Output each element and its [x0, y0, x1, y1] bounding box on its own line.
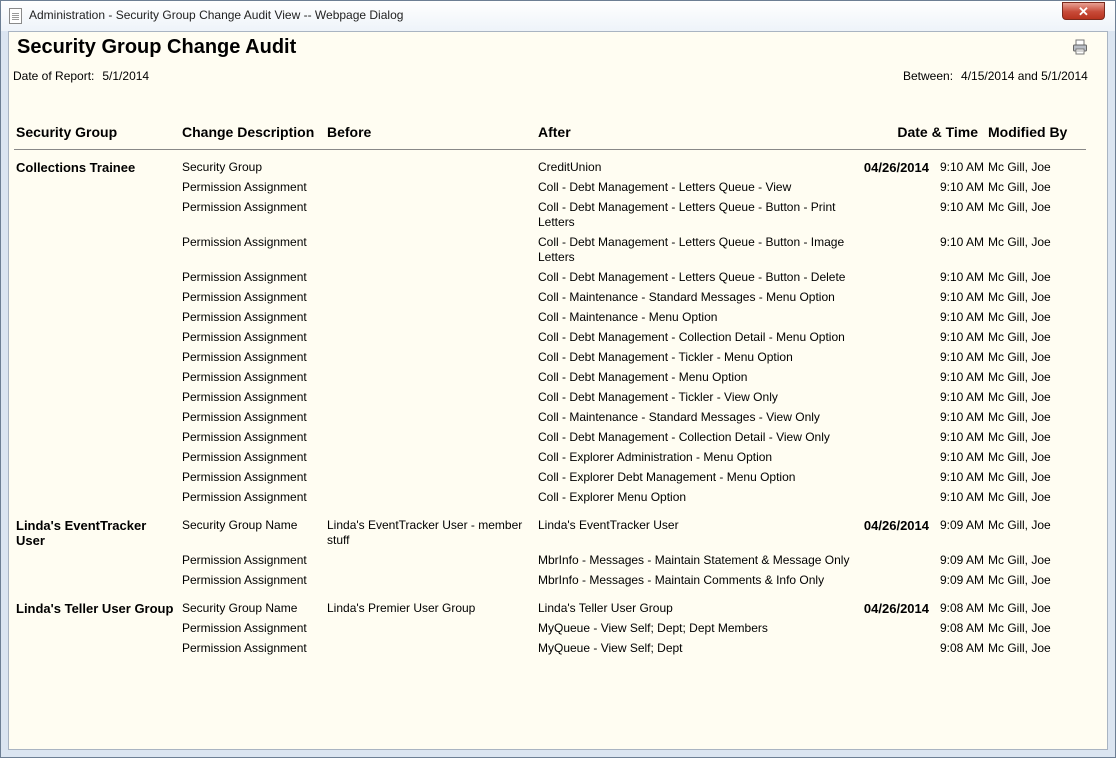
change-description: Permission Assignment [182, 641, 307, 655]
col-change-description: Change Description [180, 120, 325, 150]
change-date [856, 308, 931, 328]
modified-by: Mc Gill, Joe [988, 370, 1051, 384]
between-value: 4/15/2014 and 5/1/2014 [961, 69, 1088, 83]
table-row [14, 639, 1086, 659]
table-row [14, 150, 1086, 179]
modified-by: Mc Gill, Joe [988, 200, 1051, 214]
before-value [325, 571, 536, 591]
modified-by: Mc Gill, Joe [988, 410, 1051, 424]
change-time: 9:10 AM [939, 330, 985, 344]
security-group-name [14, 268, 180, 288]
change-time: 9:08 AM [939, 621, 985, 635]
modified-by: Mc Gill, Joe [988, 330, 1051, 344]
change-date [856, 348, 931, 368]
close-button[interactable]: ✕ [1062, 2, 1105, 20]
change-description: Permission Assignment [182, 430, 307, 444]
after-value: Coll - Debt Management - Tickler - Menu Option [538, 350, 793, 364]
security-group-name [14, 233, 180, 268]
change-time: 9:10 AM [939, 160, 985, 174]
change-description: Permission Assignment [182, 490, 307, 504]
security-group-name [14, 348, 180, 368]
audit-table [14, 120, 1086, 659]
after-value: Coll - Maintenance - Standard Messages - View Only [538, 410, 820, 424]
before-value [325, 268, 536, 288]
table-header [14, 120, 1086, 150]
before-value [325, 639, 536, 659]
table-row [14, 468, 1086, 488]
modified-by: Mc Gill, Joe [988, 518, 1051, 532]
print-icon[interactable] [1072, 39, 1088, 55]
change-description: Permission Assignment [182, 290, 307, 304]
change-time: 9:10 AM [939, 310, 985, 324]
between-label: Between: [903, 69, 954, 83]
before-value [325, 198, 536, 233]
security-group-name [14, 288, 180, 308]
date-of-report-value: 5/1/2014 [102, 69, 150, 83]
col-after: After [536, 120, 856, 150]
change-description: Permission Assignment [182, 235, 307, 249]
change-description: Permission Assignment [182, 370, 307, 384]
security-group-name [14, 428, 180, 448]
before-value [325, 408, 536, 428]
security-group-name [14, 468, 180, 488]
change-time: 9:10 AM [939, 270, 985, 284]
change-description: Permission Assignment [182, 553, 307, 567]
after-value: Coll - Explorer Menu Option [538, 490, 687, 504]
modified-by: Mc Gill, Joe [988, 390, 1051, 404]
page-title: Security Group Change Audit [17, 36, 297, 58]
modified-by: Mc Gill, Joe [988, 235, 1051, 249]
before-value [325, 488, 536, 508]
after-value: Coll - Debt Management - Letters Queue - Button - Image Letters [538, 235, 845, 264]
change-date [856, 408, 931, 428]
table-row [14, 308, 1086, 328]
change-date [856, 233, 931, 268]
security-group-name [14, 448, 180, 468]
table-row [14, 198, 1086, 233]
change-date [856, 368, 931, 388]
change-date [856, 619, 931, 639]
after-value: Coll - Debt Management - Letters Queue - Button - Print Letters [538, 200, 836, 229]
change-date [856, 198, 931, 233]
change-description: Permission Assignment [182, 450, 307, 464]
change-date [856, 178, 931, 198]
security-group-name [14, 178, 180, 198]
after-value: CreditUnion [538, 160, 602, 174]
change-description: Permission Assignment [182, 330, 307, 344]
change-description: Permission Assignment [182, 470, 307, 484]
table-row [14, 488, 1086, 508]
before-value: Linda's EventTracker User - member stuff [327, 518, 523, 547]
security-group-name [14, 408, 180, 428]
after-value: MbrInfo - Messages - Maintain Comments & Info Only [538, 573, 825, 587]
change-time: 9:10 AM [939, 430, 985, 444]
after-value: Coll - Debt Management - Letters Queue - View [538, 180, 792, 194]
after-value: Coll - Debt Management - Collection Detail - Menu Option [538, 330, 845, 344]
modified-by: Mc Gill, Joe [988, 553, 1051, 567]
table-row [14, 508, 1086, 551]
change-description: Permission Assignment [182, 270, 307, 284]
table-row [14, 571, 1086, 591]
before-value [325, 368, 536, 388]
modified-by: Mc Gill, Joe [988, 573, 1051, 587]
window-title: Administration - Security Group Change Audit View -- Webpage Dialog [29, 8, 404, 22]
change-time: 9:10 AM [939, 350, 985, 364]
after-value: Coll - Explorer Administration - Menu Option [538, 450, 773, 464]
table-row [14, 551, 1086, 571]
table-row [14, 178, 1086, 198]
table-row [14, 348, 1086, 368]
change-description: Permission Assignment [182, 200, 307, 214]
after-value: MbrInfo - Messages - Maintain Statement & Message Only [538, 553, 850, 567]
change-description: Permission Assignment [182, 621, 307, 635]
security-group-name [14, 388, 180, 408]
change-description: Permission Assignment [182, 573, 307, 587]
security-group-name: Linda's Teller User Group [16, 601, 174, 616]
change-time: 9:10 AM [939, 390, 985, 404]
change-date: 04/26/2014 [863, 518, 929, 533]
table-row [14, 408, 1086, 428]
change-date: 04/26/2014 [863, 160, 929, 175]
change-time: 9:09 AM [939, 553, 985, 567]
modified-by: Mc Gill, Joe [988, 430, 1051, 444]
change-date [856, 388, 931, 408]
before-value [325, 150, 536, 179]
table-row [14, 328, 1086, 348]
change-description: Security Group [182, 160, 263, 174]
after-value: Coll - Debt Management - Tickler - View Only [538, 390, 778, 404]
before-value [325, 619, 536, 639]
date-range [903, 69, 1088, 83]
after-value: Coll - Debt Management - Collection Detail - View Only [538, 430, 830, 444]
modified-by: Mc Gill, Joe [988, 310, 1051, 324]
col-before: Before [325, 120, 536, 150]
change-time: 9:09 AM [939, 518, 985, 532]
table-row [14, 388, 1086, 408]
change-description: Permission Assignment [182, 350, 307, 364]
table-row [14, 619, 1086, 639]
modified-by: Mc Gill, Joe [988, 470, 1051, 484]
change-time: 9:10 AM [939, 235, 985, 249]
change-date [856, 288, 931, 308]
change-time: 9:08 AM [939, 601, 985, 615]
change-date [856, 328, 931, 348]
change-description: Permission Assignment [182, 310, 307, 324]
change-time: 9:10 AM [939, 470, 985, 484]
change-description: Permission Assignment [182, 180, 307, 194]
security-group-name [14, 198, 180, 233]
before-value [325, 328, 536, 348]
before-value [325, 348, 536, 368]
after-value: Linda's EventTracker User [538, 518, 679, 532]
col-security-group: Security Group [14, 120, 180, 150]
modified-by: Mc Gill, Joe [988, 490, 1051, 504]
change-date [856, 571, 931, 591]
table-row [14, 233, 1086, 268]
before-value: Linda's Premier User Group [327, 601, 476, 615]
after-value: Coll - Maintenance - Menu Option [538, 310, 718, 324]
security-group-name [14, 571, 180, 591]
modified-by: Mc Gill, Joe [988, 290, 1051, 304]
table-row [14, 288, 1086, 308]
change-date [856, 268, 931, 288]
before-value [325, 178, 536, 198]
table-row [14, 428, 1086, 448]
security-group-name: Collections Trainee [16, 160, 136, 175]
modified-by: Mc Gill, Joe [988, 270, 1051, 284]
change-description: Security Group Name [182, 518, 298, 532]
change-date [856, 428, 931, 448]
before-value [325, 288, 536, 308]
before-value [325, 428, 536, 448]
after-value: Linda's Teller User Group [538, 601, 673, 615]
after-value: MyQueue - View Self; Dept; Dept Members [538, 621, 768, 635]
title-bar[interactable] [1, 1, 1115, 31]
security-group-name [14, 328, 180, 348]
security-group-name [14, 619, 180, 639]
date-of-report-label: Date of Report: [13, 69, 95, 83]
change-time: 9:08 AM [939, 641, 985, 655]
change-description: Permission Assignment [182, 410, 307, 424]
table-row [14, 268, 1086, 288]
change-date [856, 639, 931, 659]
change-time: 9:10 AM [939, 200, 985, 214]
before-value [325, 448, 536, 468]
modified-by: Mc Gill, Joe [988, 601, 1051, 615]
report-content [8, 31, 1108, 750]
change-time: 9:10 AM [939, 410, 985, 424]
date-of-report [13, 69, 149, 83]
change-time: 9:10 AM [939, 180, 985, 194]
modified-by: Mc Gill, Joe [988, 621, 1051, 635]
modified-by: Mc Gill, Joe [988, 450, 1051, 464]
col-modified-by: Modified By [986, 120, 1086, 150]
change-date [856, 488, 931, 508]
change-time: 9:10 AM [939, 490, 985, 504]
col-date-time: Date & Time [856, 120, 986, 150]
before-value [325, 468, 536, 488]
change-description: Permission Assignment [182, 390, 307, 404]
change-date [856, 468, 931, 488]
before-value [325, 308, 536, 328]
after-value: Coll - Maintenance - Standard Messages - Menu Option [538, 290, 835, 304]
change-time: 9:10 AM [939, 290, 985, 304]
change-date [856, 551, 931, 571]
page-icon [9, 8, 22, 24]
before-value [325, 551, 536, 571]
after-value: Coll - Debt Management - Menu Option [538, 370, 748, 384]
change-time: 9:09 AM [939, 573, 985, 587]
table-row [14, 448, 1086, 468]
before-value [325, 233, 536, 268]
security-group-name [14, 488, 180, 508]
table-row [14, 368, 1086, 388]
modified-by: Mc Gill, Joe [988, 160, 1051, 174]
audit-body [14, 150, 1086, 660]
security-group-name [14, 308, 180, 328]
modified-by: Mc Gill, Joe [988, 350, 1051, 364]
modified-by: Mc Gill, Joe [988, 180, 1051, 194]
before-value [325, 388, 536, 408]
modified-by: Mc Gill, Joe [988, 641, 1051, 655]
after-value: Coll - Explorer Debt Management - Menu Option [538, 470, 796, 484]
change-time: 9:10 AM [939, 370, 985, 384]
change-date: 04/26/2014 [863, 601, 929, 616]
table-row [14, 591, 1086, 619]
security-group-name [14, 551, 180, 571]
change-date [856, 448, 931, 468]
security-group-name [14, 639, 180, 659]
change-description: Security Group Name [182, 601, 298, 615]
after-value: MyQueue - View Self; Dept [538, 641, 683, 655]
after-value: Coll - Debt Management - Letters Queue - Button - Delete [538, 270, 846, 284]
security-group-name: Linda's EventTracker User [16, 518, 147, 548]
security-group-name [14, 368, 180, 388]
change-time: 9:10 AM [939, 450, 985, 464]
